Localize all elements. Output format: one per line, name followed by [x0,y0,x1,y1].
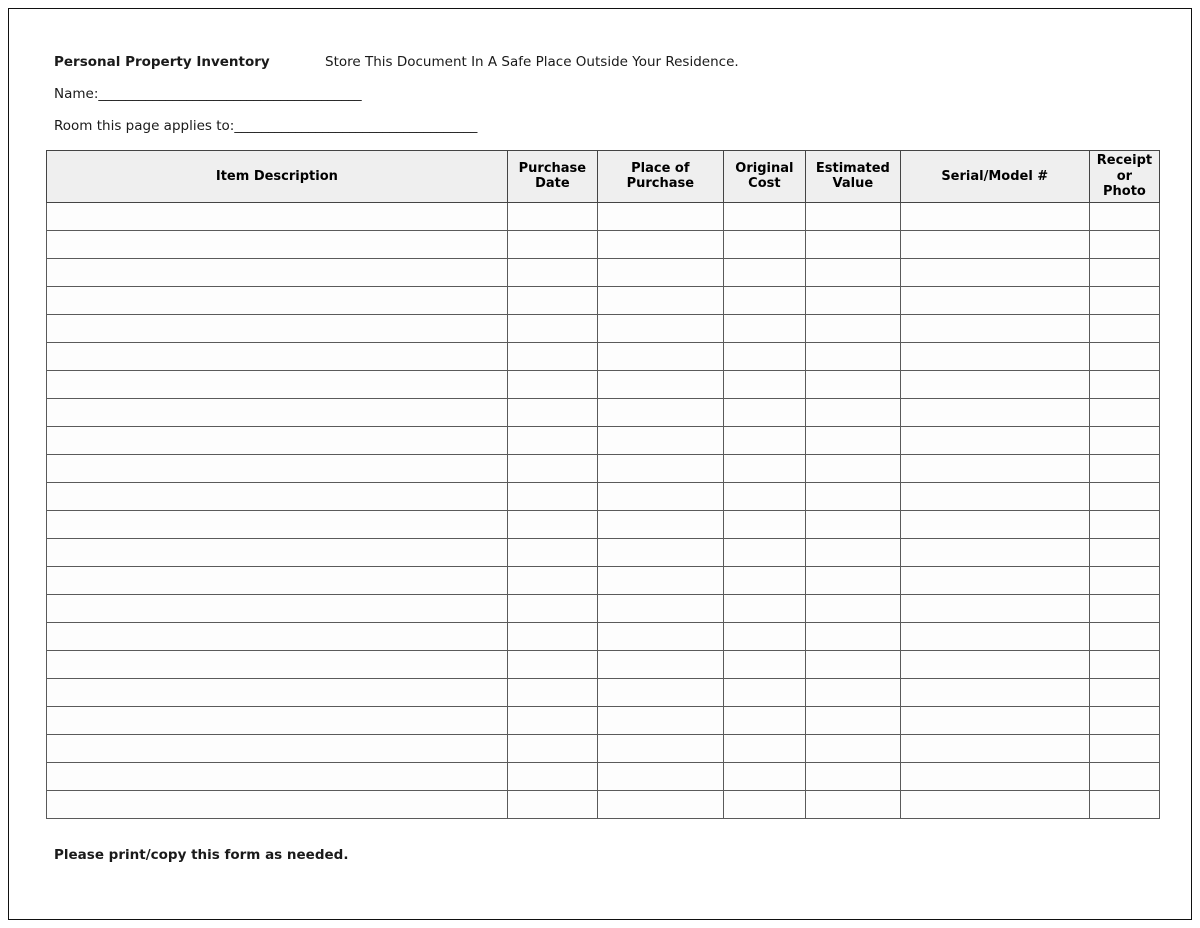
table-cell [47,678,508,706]
table-cell [597,482,723,510]
table-cell [597,286,723,314]
room-label: Room this page applies to: [54,118,235,134]
table-cell [507,622,597,650]
table-cell [597,594,723,622]
table-cell [597,454,723,482]
table-cell [900,622,1089,650]
table-cell [900,286,1089,314]
table-cell [806,314,901,342]
table-cell [597,538,723,566]
table-cell [597,314,723,342]
table-cell [723,370,805,398]
table-cell [900,734,1089,762]
table-cell [507,790,597,818]
table-cell [806,762,901,790]
table-cell [1089,398,1159,426]
table-cell [507,398,597,426]
table-cell [1089,454,1159,482]
table-cell [507,230,597,258]
table-cell [597,510,723,538]
table-cell [723,398,805,426]
table-cell [507,706,597,734]
table-cell [806,202,901,230]
table-cell [723,510,805,538]
table-cell [900,678,1089,706]
table-cell [900,510,1089,538]
table-cell [1089,678,1159,706]
table-cell [723,734,805,762]
table-cell [597,566,723,594]
table-cell [1089,426,1159,454]
table-cell [597,426,723,454]
table-row [47,258,1160,286]
table-cell [806,370,901,398]
table-cell [507,538,597,566]
column-header-purchase-date: Purchase Date [507,151,597,203]
table-cell [47,482,508,510]
table-row [47,566,1160,594]
table-cell [723,426,805,454]
table-row [47,370,1160,398]
column-header-original-cost: Original Cost [723,151,805,203]
table-cell [507,510,597,538]
table-row [47,398,1160,426]
table-cell [47,370,508,398]
table-cell [900,454,1089,482]
footer-note: Please print/copy this form as needed. [54,847,349,863]
table-cell [723,538,805,566]
table-cell [507,734,597,762]
table-cell [47,650,508,678]
table-cell [1089,314,1159,342]
table-cell [597,202,723,230]
table-cell [507,678,597,706]
table-cell [47,258,508,286]
table-cell [900,230,1089,258]
table-row [47,314,1160,342]
table-row [47,454,1160,482]
table-cell [900,594,1089,622]
table-cell [900,482,1089,510]
table-cell [597,706,723,734]
table-cell [507,314,597,342]
table-cell [1089,258,1159,286]
column-header-place-of-purchase: Place of Purchase [597,151,723,203]
table-cell [597,398,723,426]
table-cell [1089,538,1159,566]
table-cell [900,370,1089,398]
table-cell [723,482,805,510]
table-cell [597,342,723,370]
table-cell [900,314,1089,342]
table-cell [597,790,723,818]
table-cell [900,706,1089,734]
table-cell [47,314,508,342]
table-cell [507,762,597,790]
table-cell [597,370,723,398]
safe-place-note: Store This Document In A Safe Place Outside Your Residence. [325,54,739,70]
table-cell [900,790,1089,818]
table-cell [1089,510,1159,538]
table-cell [806,454,901,482]
table-row [47,678,1160,706]
table-cell [507,286,597,314]
document-header [54,54,1154,70]
table-row [47,734,1160,762]
table-cell [806,734,901,762]
table-cell [806,650,901,678]
table-cell [806,258,901,286]
table-cell [47,426,508,454]
table-cell [806,594,901,622]
table-cell [723,622,805,650]
table-cell [723,790,805,818]
table-cell [900,398,1089,426]
table-cell [1089,594,1159,622]
table-cell [1089,790,1159,818]
table-cell [507,342,597,370]
table-cell [723,594,805,622]
table-cell [47,510,508,538]
table-cell [900,762,1089,790]
table-cell [47,342,508,370]
table-cell [723,762,805,790]
table-row [47,706,1160,734]
table-row [47,482,1160,510]
table-cell [723,286,805,314]
header-row [47,151,1160,203]
table-row [47,762,1160,790]
table-cell [723,342,805,370]
table-cell [1089,370,1159,398]
table-cell [597,762,723,790]
table-cell [597,650,723,678]
column-header-estimated-value: Estimated Value [806,151,901,203]
table-cell [723,454,805,482]
table-cell [806,398,901,426]
table-cell [1089,230,1159,258]
column-header-serial-model: Serial/Model # [900,151,1089,203]
table-cell [1089,762,1159,790]
table-cell [47,538,508,566]
table-cell [723,314,805,342]
table-cell [806,622,901,650]
table-cell [806,566,901,594]
table-cell [900,342,1089,370]
table-cell [806,230,901,258]
table-cell [597,258,723,286]
table-cell [723,650,805,678]
name-field-row [54,86,362,102]
table-row [47,286,1160,314]
name-blank-line: _______________________________________ [98,86,362,102]
table-cell [806,482,901,510]
table-row [47,650,1160,678]
table-cell [1089,734,1159,762]
table-cell [1089,650,1159,678]
table-cell [806,342,901,370]
table-cell [507,258,597,286]
table-cell [1089,286,1159,314]
table-cell [806,790,901,818]
table-cell [597,734,723,762]
table-row [47,510,1160,538]
table-cell [806,510,901,538]
inventory-table-body [47,202,1160,818]
table-cell [723,678,805,706]
table-row [47,594,1160,622]
table-cell [723,566,805,594]
table-cell [47,398,508,426]
table-cell [47,202,508,230]
table-cell [597,230,723,258]
table-cell [806,286,901,314]
table-cell [806,678,901,706]
table-cell [597,678,723,706]
table-row [47,202,1160,230]
inventory-table-header [47,151,1160,203]
table-cell [1089,482,1159,510]
table-cell [47,622,508,650]
table-cell [900,566,1089,594]
room-field-row [54,118,477,134]
table-cell [507,594,597,622]
name-label: Name: [54,86,99,102]
table-cell [1089,566,1159,594]
table-cell [507,482,597,510]
table-cell [900,538,1089,566]
table-cell [806,426,901,454]
table-cell [47,454,508,482]
table-cell [47,734,508,762]
table-cell [47,286,508,314]
table-cell [900,258,1089,286]
room-blank-line: ____________________________________ [234,118,478,134]
table-row [47,622,1160,650]
table-cell [47,762,508,790]
table-cell [1089,342,1159,370]
table-cell [597,622,723,650]
table-cell [47,706,508,734]
table-row [47,230,1160,258]
table-row [47,538,1160,566]
table-cell [507,370,597,398]
table-cell [900,202,1089,230]
table-cell [507,202,597,230]
table-cell [507,566,597,594]
table-cell [47,566,508,594]
table-row [47,426,1160,454]
table-cell [1089,622,1159,650]
table-cell [1089,706,1159,734]
table-cell [47,230,508,258]
table-cell [806,706,901,734]
table-cell [900,650,1089,678]
table-cell [723,258,805,286]
table-cell [507,650,597,678]
table-cell [507,426,597,454]
table-row [47,790,1160,818]
column-header-receipt-or-photo: Receipt or Photo [1089,151,1159,203]
table-row [47,342,1160,370]
table-cell [900,426,1089,454]
page-title: Personal Property Inventory [54,54,270,70]
inventory-table [46,150,1160,819]
table-cell [507,454,597,482]
table-cell [806,538,901,566]
table-cell [47,594,508,622]
table-cell [47,790,508,818]
column-header-item-description: Item Description [47,151,508,203]
table-cell [723,202,805,230]
table-cell [723,706,805,734]
table-cell [1089,202,1159,230]
table-cell [723,230,805,258]
